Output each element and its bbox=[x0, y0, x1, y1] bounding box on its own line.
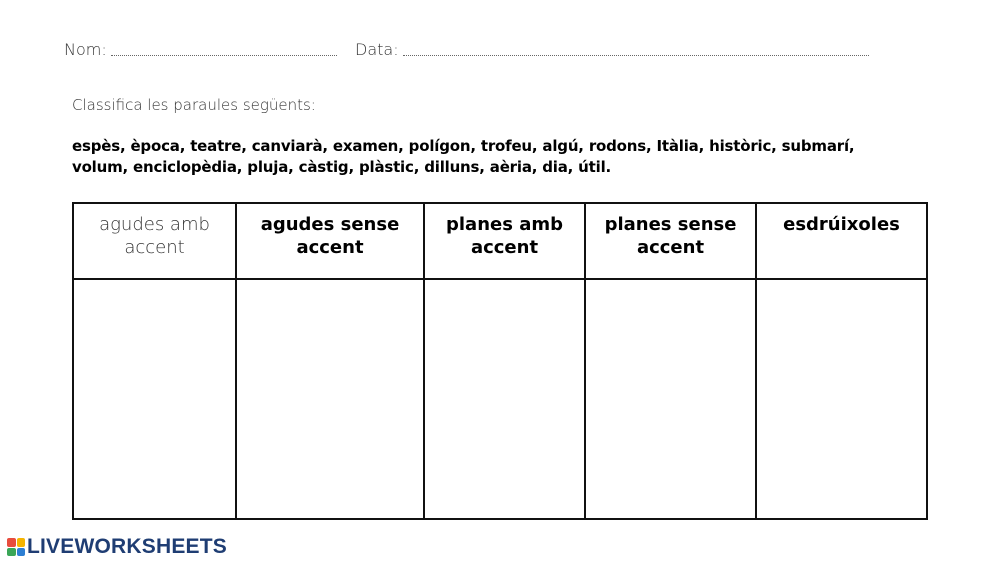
date-input-line[interactable] bbox=[403, 43, 869, 56]
column-header-esdruixoles: esdrúixoles bbox=[757, 204, 926, 280]
column-header-planes-sense-accent: planes sense accent bbox=[586, 204, 757, 280]
logo-wordmark: LIVEWORKSHEETS bbox=[27, 535, 227, 558]
classification-table bbox=[72, 202, 928, 520]
drop-zone-esdruixoles[interactable] bbox=[757, 280, 926, 518]
name-field bbox=[64, 40, 337, 59]
logo-squares-icon bbox=[7, 538, 25, 556]
date-label: Data: bbox=[355, 40, 399, 59]
column-header-agudes-sense-accent: agudes sense accent bbox=[237, 204, 425, 280]
logo-square-blue bbox=[17, 548, 26, 557]
logo-square-red bbox=[7, 538, 16, 547]
drop-zone-planes-amb-accent[interactable] bbox=[425, 280, 586, 518]
date-field bbox=[355, 40, 869, 59]
column-header-planes-amb-accent: planes amb accent bbox=[425, 204, 586, 280]
liveworksheets-logo[interactable] bbox=[7, 536, 227, 558]
logo-square-green bbox=[7, 548, 16, 557]
column-header-agudes-amb-accent: agudes amb accent bbox=[74, 204, 237, 280]
drop-zone-agudes-amb-accent[interactable] bbox=[74, 280, 237, 518]
drop-zone-agudes-sense-accent[interactable] bbox=[237, 280, 425, 518]
drop-zone-planes-sense-accent[interactable] bbox=[586, 280, 757, 518]
instruction-text: Classifica les paraules següents: bbox=[72, 96, 316, 114]
word-list: espès, època, teatre, canviarà, examen, polígon, trofeu, algú, rodons, Itàlia, històric, submarí, volum, enciclopèdia, pluja, càstig, plàstic, dilluns, aèria, dia, útil. bbox=[72, 137, 855, 176]
name-input-line[interactable] bbox=[111, 43, 337, 56]
name-label: Nom: bbox=[64, 40, 107, 59]
logo-square-yellow bbox=[17, 538, 26, 547]
name-date-header bbox=[64, 40, 884, 62]
